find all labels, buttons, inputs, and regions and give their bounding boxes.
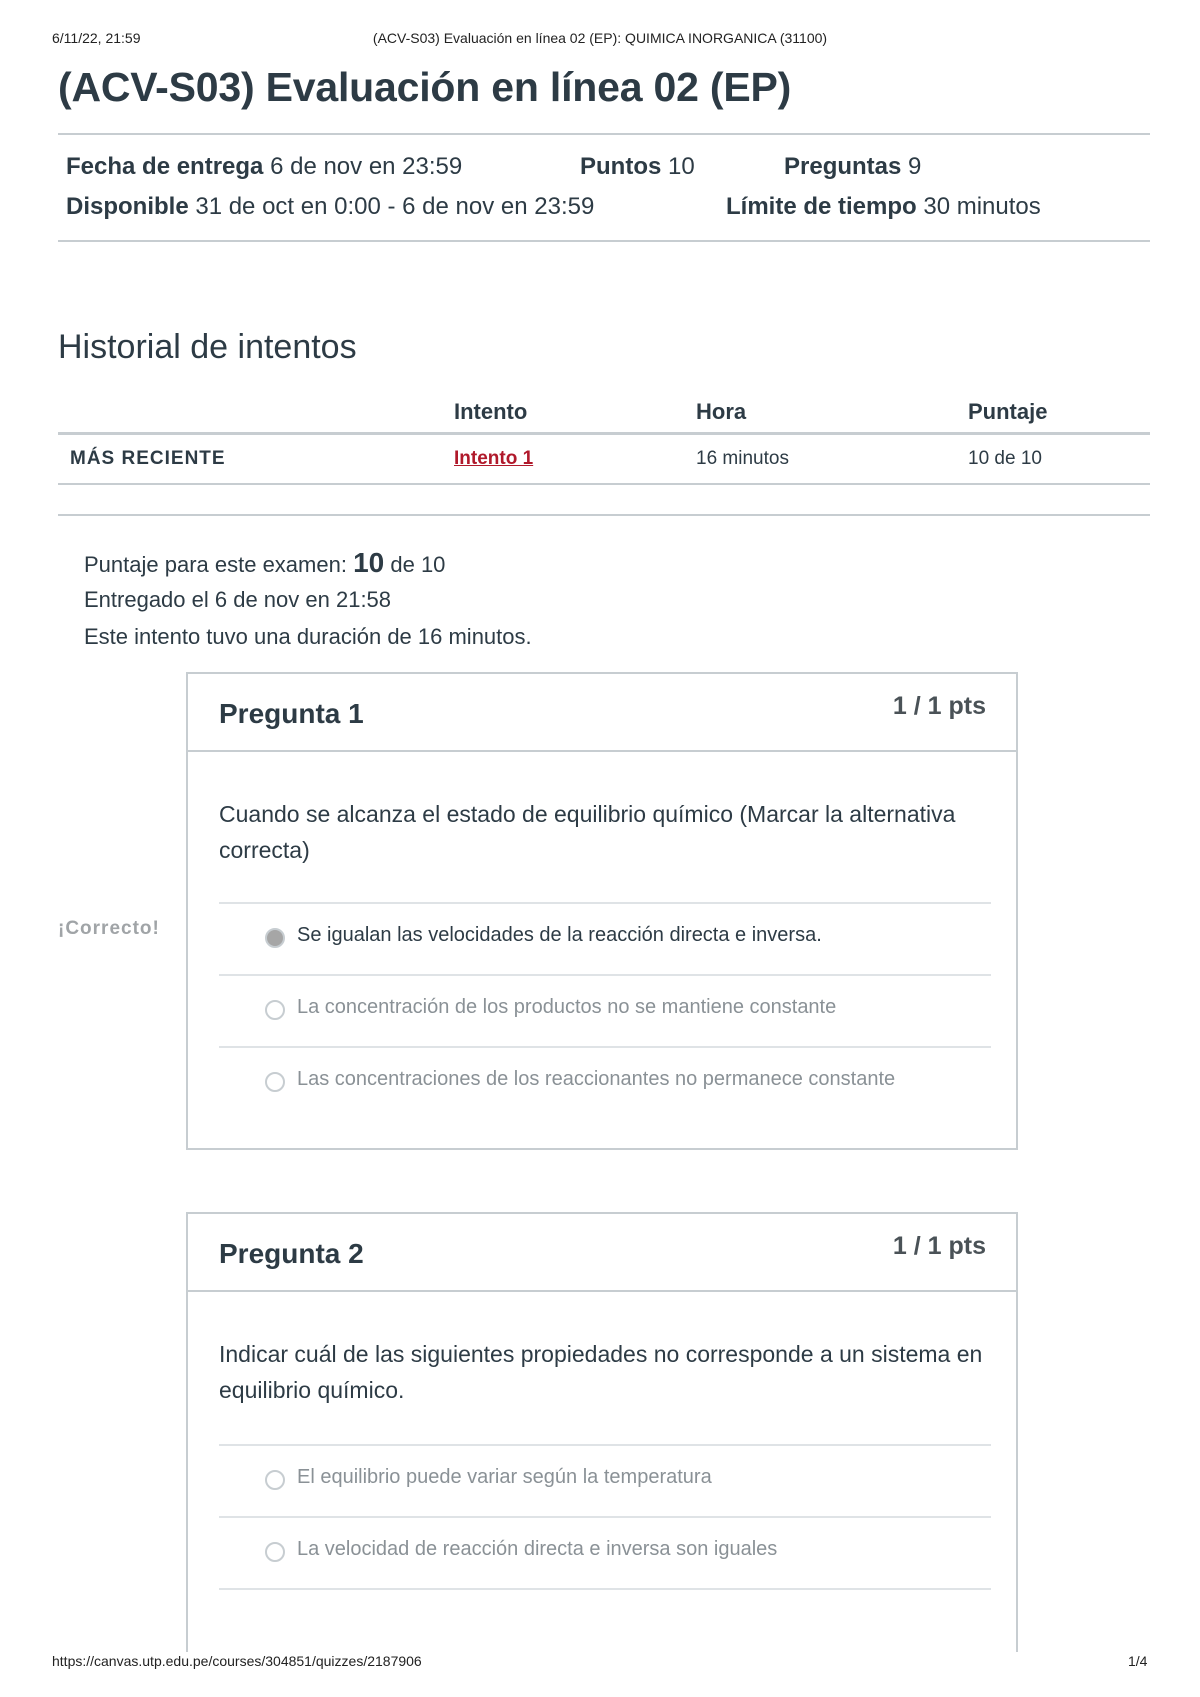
score-prefix: Puntaje para este examen: bbox=[84, 552, 347, 577]
points bbox=[580, 153, 695, 181]
time-limit-value: 30 minutos bbox=[923, 193, 1041, 220]
print-url: https://canvas.utp.edu.pe/courses/304851/quizzes/2187906 bbox=[52, 1653, 422, 1669]
column-header-attempt: Intento bbox=[442, 392, 684, 434]
radio-icon[interactable] bbox=[265, 1542, 285, 1562]
attempt-history-table bbox=[58, 392, 1150, 485]
answer-option[interactable] bbox=[219, 1046, 991, 1118]
table-header-row bbox=[58, 392, 1150, 434]
question-header bbox=[188, 1214, 1016, 1292]
answer-option[interactable] bbox=[219, 902, 991, 974]
answer-text: La concentración de los productos no se mantiene constante bbox=[297, 996, 837, 1018]
divider bbox=[58, 514, 1150, 516]
question-text: Indicar cuál de las siguientes propiedades no corresponde a un sistema en equilibrio químico. bbox=[219, 1341, 983, 1403]
attempt-time: 16 minutos bbox=[684, 434, 956, 485]
print-date: 6/11/22, 21:59 bbox=[52, 30, 141, 46]
column-header-empty bbox=[58, 392, 442, 434]
column-header-time: Hora bbox=[684, 392, 956, 434]
question-points: 1 / 1 pts bbox=[892, 692, 986, 720]
score-value: 10 bbox=[353, 547, 385, 578]
print-page-title: (ACV-S03) Evaluación en línea 02 (EP): QUIMICA INORGANICA (31100) bbox=[372, 30, 828, 46]
attempt-history-title: Historial de intentos bbox=[58, 328, 357, 366]
questions-count bbox=[784, 153, 921, 181]
answer-option-cut bbox=[219, 1588, 991, 1654]
answer-text: El equilibrio puede variar según la temperatura bbox=[297, 1466, 712, 1488]
available-value: 31 de oct en 0:00 - 6 de nov en 23:59 bbox=[195, 193, 595, 220]
column-header-score: Puntaje bbox=[956, 392, 1150, 434]
due-date bbox=[66, 153, 462, 181]
due-date-label: Fecha de entrega bbox=[66, 153, 264, 180]
question-points: 1 / 1 pts bbox=[892, 1232, 986, 1260]
due-date-value: 6 de nov en 23:59 bbox=[270, 153, 463, 180]
radio-icon[interactable] bbox=[265, 1470, 285, 1490]
question-2 bbox=[186, 1212, 1018, 1652]
score-summary bbox=[84, 547, 445, 579]
answer-text: Se igualan las velocidades de la reacción directa e inversa. bbox=[297, 924, 822, 946]
attempt-cell bbox=[442, 434, 684, 485]
time-limit-label: Límite de tiempo bbox=[726, 193, 917, 220]
question-text: Cuando se alcanza el estado de equilibrio químico (Marcar la alternativa correcta) bbox=[219, 801, 956, 863]
questions-label: Preguntas bbox=[784, 153, 902, 180]
divider bbox=[58, 240, 1150, 242]
correct-label: ¡Correcto! bbox=[58, 918, 160, 939]
attempt-score: 10 de 10 bbox=[956, 434, 1150, 485]
availability bbox=[66, 193, 594, 221]
question-header bbox=[188, 674, 1016, 752]
attempt-link[interactable]: Intento 1 bbox=[454, 448, 534, 469]
page-title: (ACV-S03) Evaluación en línea 02 (EP) bbox=[58, 64, 792, 110]
submitted-date: Entregado el 6 de nov en 21:58 bbox=[84, 587, 392, 612]
available-label: Disponible bbox=[66, 193, 189, 220]
points-label: Puntos bbox=[580, 153, 662, 180]
radio-icon[interactable] bbox=[265, 1072, 285, 1092]
question-title: Pregunta 2 bbox=[219, 1238, 364, 1269]
question-title: Pregunta 1 bbox=[219, 698, 364, 729]
print-page-number: 1/4 bbox=[1128, 1653, 1148, 1669]
radio-selected-icon[interactable] bbox=[265, 928, 285, 948]
answer-option[interactable] bbox=[219, 1516, 991, 1588]
divider bbox=[58, 133, 1150, 135]
points-value: 10 bbox=[668, 153, 695, 180]
answer-option[interactable] bbox=[219, 974, 991, 1046]
table-row bbox=[58, 434, 1150, 485]
most-recent-label: MÁS RECIENTE bbox=[58, 434, 442, 485]
questions-value: 9 bbox=[908, 153, 922, 180]
answer-option[interactable] bbox=[219, 1444, 991, 1516]
time-limit bbox=[726, 193, 1041, 221]
attempt-duration: Este intento tuvo una duración de 16 minutos. bbox=[84, 624, 532, 649]
question-1 bbox=[186, 672, 1018, 1150]
answer-text: Las concentraciones de los reaccionantes no permanece constante bbox=[297, 1068, 896, 1090]
answer-text: La velocidad de reacción directa e inversa son iguales bbox=[297, 1538, 778, 1560]
radio-icon[interactable] bbox=[265, 1000, 285, 1020]
score-suffix: de 10 bbox=[390, 552, 446, 577]
